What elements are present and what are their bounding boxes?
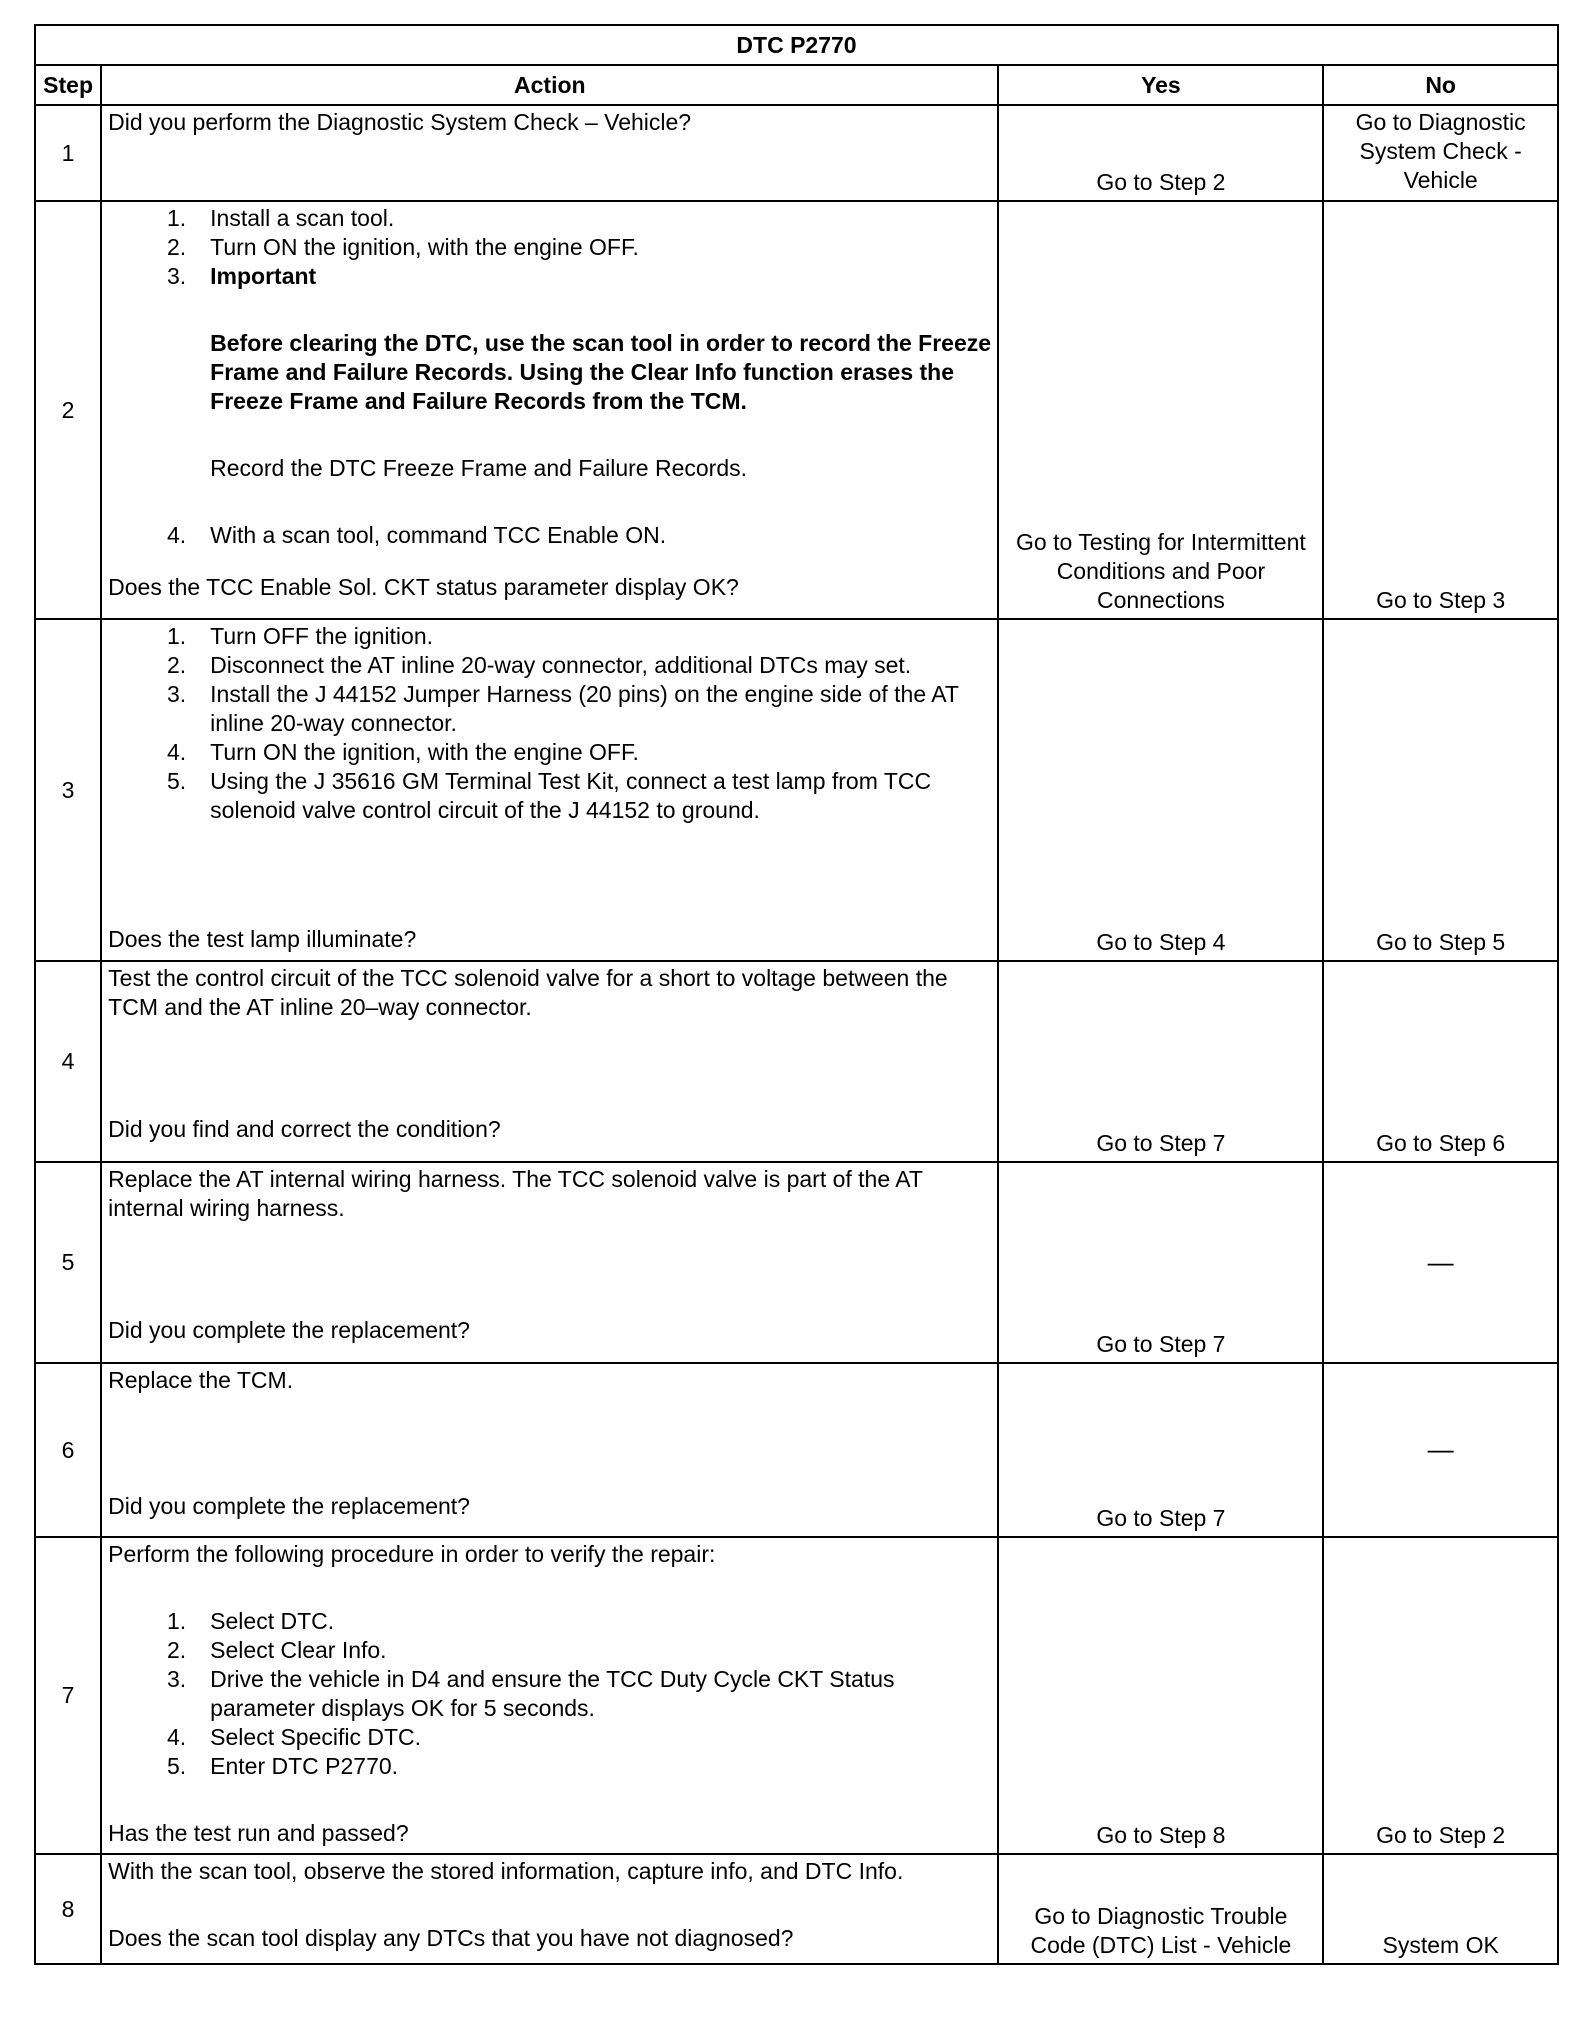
important-note: Before clearing the DTC, use the scan tool in order to record the Freeze Frame and Failure Records. Using the Clear Info function erases the Freeze Frame and Failure Records from the TCM. [210, 330, 992, 414]
step-question: Did you complete the replacement? [108, 1317, 470, 1343]
step-intro: Perform the following procedure in order to verify the repair: [108, 1541, 716, 1567]
table-header-row [35, 65, 1558, 105]
table-row [35, 1537, 1558, 1854]
no-result: Go to Step 5 [1323, 619, 1558, 961]
step-question: Has the test run and passed? [108, 1820, 409, 1846]
list-item: 4. Select Specific DTC. [166, 1724, 422, 1750]
table-row [35, 1363, 1558, 1537]
no-result: — [1323, 1162, 1558, 1363]
step-action [101, 1363, 998, 1537]
list-item: 3. Important [166, 263, 317, 289]
list-item: 4. With a scan tool, command TCC Enable ON. [166, 522, 667, 548]
step-number: 6 [35, 1363, 101, 1537]
table-title: DTC P2770 [35, 25, 1558, 65]
step-number: 2 [35, 201, 101, 619]
dtc-table [34, 24, 1559, 1965]
no-result: Go to Step 3 [1323, 201, 1558, 619]
no-result: Go to Step 2 [1323, 1537, 1558, 1854]
step-list [108, 204, 991, 291]
step-action [101, 1162, 998, 1363]
step-number: 8 [35, 1854, 101, 1964]
step-intro: Did you perform the Diagnostic System Check – Vehicle? [108, 109, 692, 135]
list-item: 2. Disconnect the AT inline 20-way connector, additional DTCs may set. [166, 652, 912, 678]
step-intro: Replace the TCM. [108, 1367, 294, 1393]
yes-result: Go to Step 7 [998, 1162, 1323, 1363]
no-result: Go to Diagnostic System Check - Vehicle [1323, 105, 1558, 201]
step-number: 7 [35, 1537, 101, 1854]
table-row [35, 619, 1558, 961]
step-action [101, 961, 998, 1162]
table-row [35, 961, 1558, 1162]
step-number: 3 [35, 619, 101, 961]
table-row [35, 105, 1558, 201]
list-item: 5. Using the J 35616 GM Terminal Test Kit, connect a test lamp from TCC solenoid valve control circuit of the J 44152 to ground. [166, 768, 932, 823]
step-question: Did you complete the replacement? [108, 1493, 470, 1519]
yes-result: Go to Step 7 [998, 1363, 1323, 1537]
yes-result: Go to Testing for Intermittent Conditions and Poor Connections [998, 201, 1323, 619]
list-item: 1. Install a scan tool. [166, 205, 395, 231]
step-number: 4 [35, 961, 101, 1162]
step-list [108, 521, 991, 550]
step-action [101, 1854, 998, 1964]
step-action [101, 619, 998, 961]
table-title-row [35, 25, 1558, 65]
step-action [101, 1537, 998, 1854]
list-item: 3. Install the J 44152 Jumper Harness (20 pins) on the engine side of the AT inline 20-way connector. [166, 681, 959, 736]
list-item: 2. Turn ON the ignition, with the engine OFF. [166, 234, 639, 260]
no-result: Go to Step 6 [1323, 961, 1558, 1162]
no-result: — [1323, 1363, 1558, 1537]
yes-result: Go to Step 7 [998, 961, 1323, 1162]
list-item: 4. Turn ON the ignition, with the engine OFF. [166, 739, 639, 765]
table-row [35, 1162, 1558, 1363]
header-action: Action [101, 65, 998, 105]
step-intro: With the scan tool, observe the stored information, capture info, and DTC Info. [108, 1858, 904, 1884]
step-number: 5 [35, 1162, 101, 1363]
yes-result: Go to Step 2 [998, 105, 1323, 201]
yes-result: Go to Step 8 [998, 1537, 1323, 1854]
header-yes: Yes [998, 65, 1323, 105]
no-result: System OK [1323, 1854, 1558, 1964]
table-row [35, 201, 1558, 619]
step-action [101, 201, 998, 619]
step-action [101, 105, 998, 201]
yes-result: Go to Diagnostic Trouble Code (DTC) List - Vehicle [998, 1854, 1323, 1964]
header-no: No [1323, 65, 1558, 105]
list-item: 2. Select Clear Info. [166, 1637, 387, 1663]
header-step: Step [35, 65, 101, 105]
step-intro: Test the control circuit of the TCC solenoid valve for a short to voltage between the TCM and the AT inline 20–way connector. [108, 965, 948, 1020]
list-item: 1. Select DTC. [166, 1608, 335, 1634]
yes-result: Go to Step 4 [998, 619, 1323, 961]
step-question: Does the scan tool display any DTCs that you have not diagnosed? [108, 1925, 794, 1951]
step-question: Did you find and correct the condition? [108, 1116, 501, 1142]
step-list [108, 622, 991, 825]
table-row [35, 1854, 1558, 1964]
step-question: Does the test lamp illuminate? [108, 926, 417, 952]
list-item: 5. Enter DTC P2770. [166, 1753, 399, 1779]
list-item: 3. Drive the vehicle in D4 and ensure the TCC Duty Cycle CKT Status parameter displays OK for 5 seconds. [166, 1666, 895, 1721]
list-item: 1. Turn OFF the ignition. [166, 623, 434, 649]
step-number: 1 [35, 105, 101, 201]
step-list [108, 1607, 991, 1781]
step-question: Does the TCC Enable Sol. CKT status parameter display OK? [108, 574, 739, 600]
step-intro: Replace the AT internal wiring harness. The TCC solenoid valve is part of the AT internal wiring harness. [108, 1166, 923, 1221]
record-note: Record the DTC Freeze Frame and Failure Records. [210, 455, 748, 481]
